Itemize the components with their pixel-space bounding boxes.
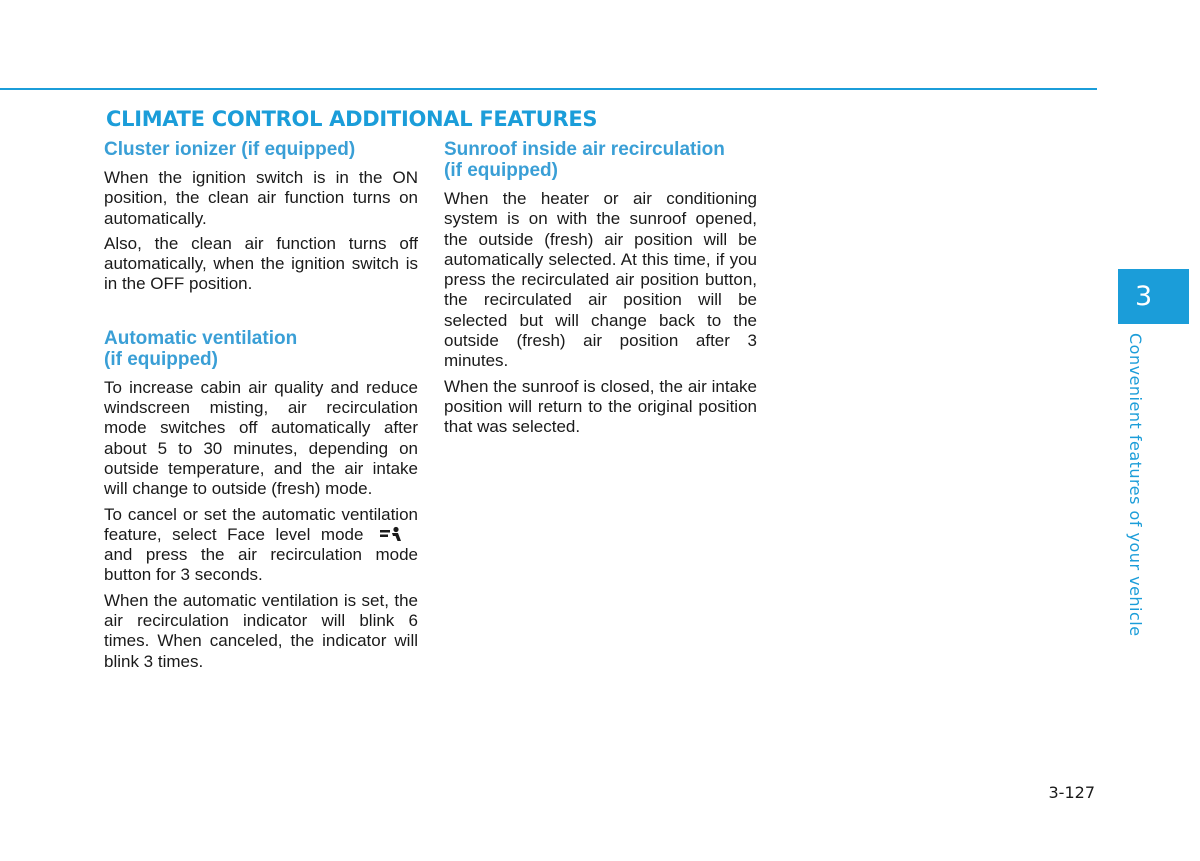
spacer (104, 300, 418, 328)
chapter-title: Convenient features of your vehicle (1126, 333, 1145, 637)
cluster-ionizer-heading: Cluster ionizer (if equipped) (104, 139, 356, 160)
section-title: CLIMATE CONTROL ADDITIONAL FEATURES (106, 107, 598, 131)
automatic-ventilation-heading (104, 328, 418, 370)
heading-line-2: (if equipped) (444, 160, 558, 181)
ventilation-paragraph-2b: and press the air recirculation mode button for 3 seconds. (104, 545, 418, 585)
heading-line-2: (if equipped) (104, 348, 218, 370)
ventilation-paragraph-2 (104, 505, 418, 586)
ventilation-paragraph-3: When the automatic ventilation is set, the air recirculation indicator will blink 6 times. When canceled, the indicator will blink 3 times. (104, 590, 418, 671)
header-rule (0, 88, 1097, 90)
chapter-tab (1118, 269, 1189, 324)
sunroof-paragraph-1: When the heater or air conditioning system is on with the sunroof opened, the outside (fresh) air position will be automatically selected. At this time, if you press the recirculated air position button, the recirculated air position will be selected but will change back to the outside (fresh) air position after 3 minutes. (444, 189, 757, 371)
heading-line-1: Sunroof inside air recirculation (444, 139, 725, 160)
heading-line-1: Automatic ventilation (104, 327, 298, 349)
sunroof-recirculation-heading (444, 139, 757, 181)
ventilation-paragraph-2a: To cancel or set the automatic ventilation feature, select Face level mode (104, 504, 418, 544)
chapter-number: 3 (1135, 281, 1153, 312)
left-column (104, 139, 418, 677)
ionizer-paragraph-1: When the ignition switch is in the ON position, the clean air function turns on automatically. (104, 168, 418, 228)
ionizer-paragraph-2: Also, the clean air function turns off automatically, when the ignition switch is in the OFF position. (104, 233, 418, 294)
right-column (444, 139, 757, 443)
sunroof-paragraph-2: When the sunroof is closed, the air intake position will return to the original position that was selected. (444, 376, 757, 437)
page-number: 3-127 (1048, 783, 1095, 802)
face-level-mode-icon (378, 526, 404, 542)
ventilation-paragraph-1: To increase cabin air quality and reduce windscreen misting, air recirculation mode switches off automatically after about 5 to 30 minutes, depending on outside temperature, and the air intake will change to outside (fresh) mode. (104, 377, 418, 499)
